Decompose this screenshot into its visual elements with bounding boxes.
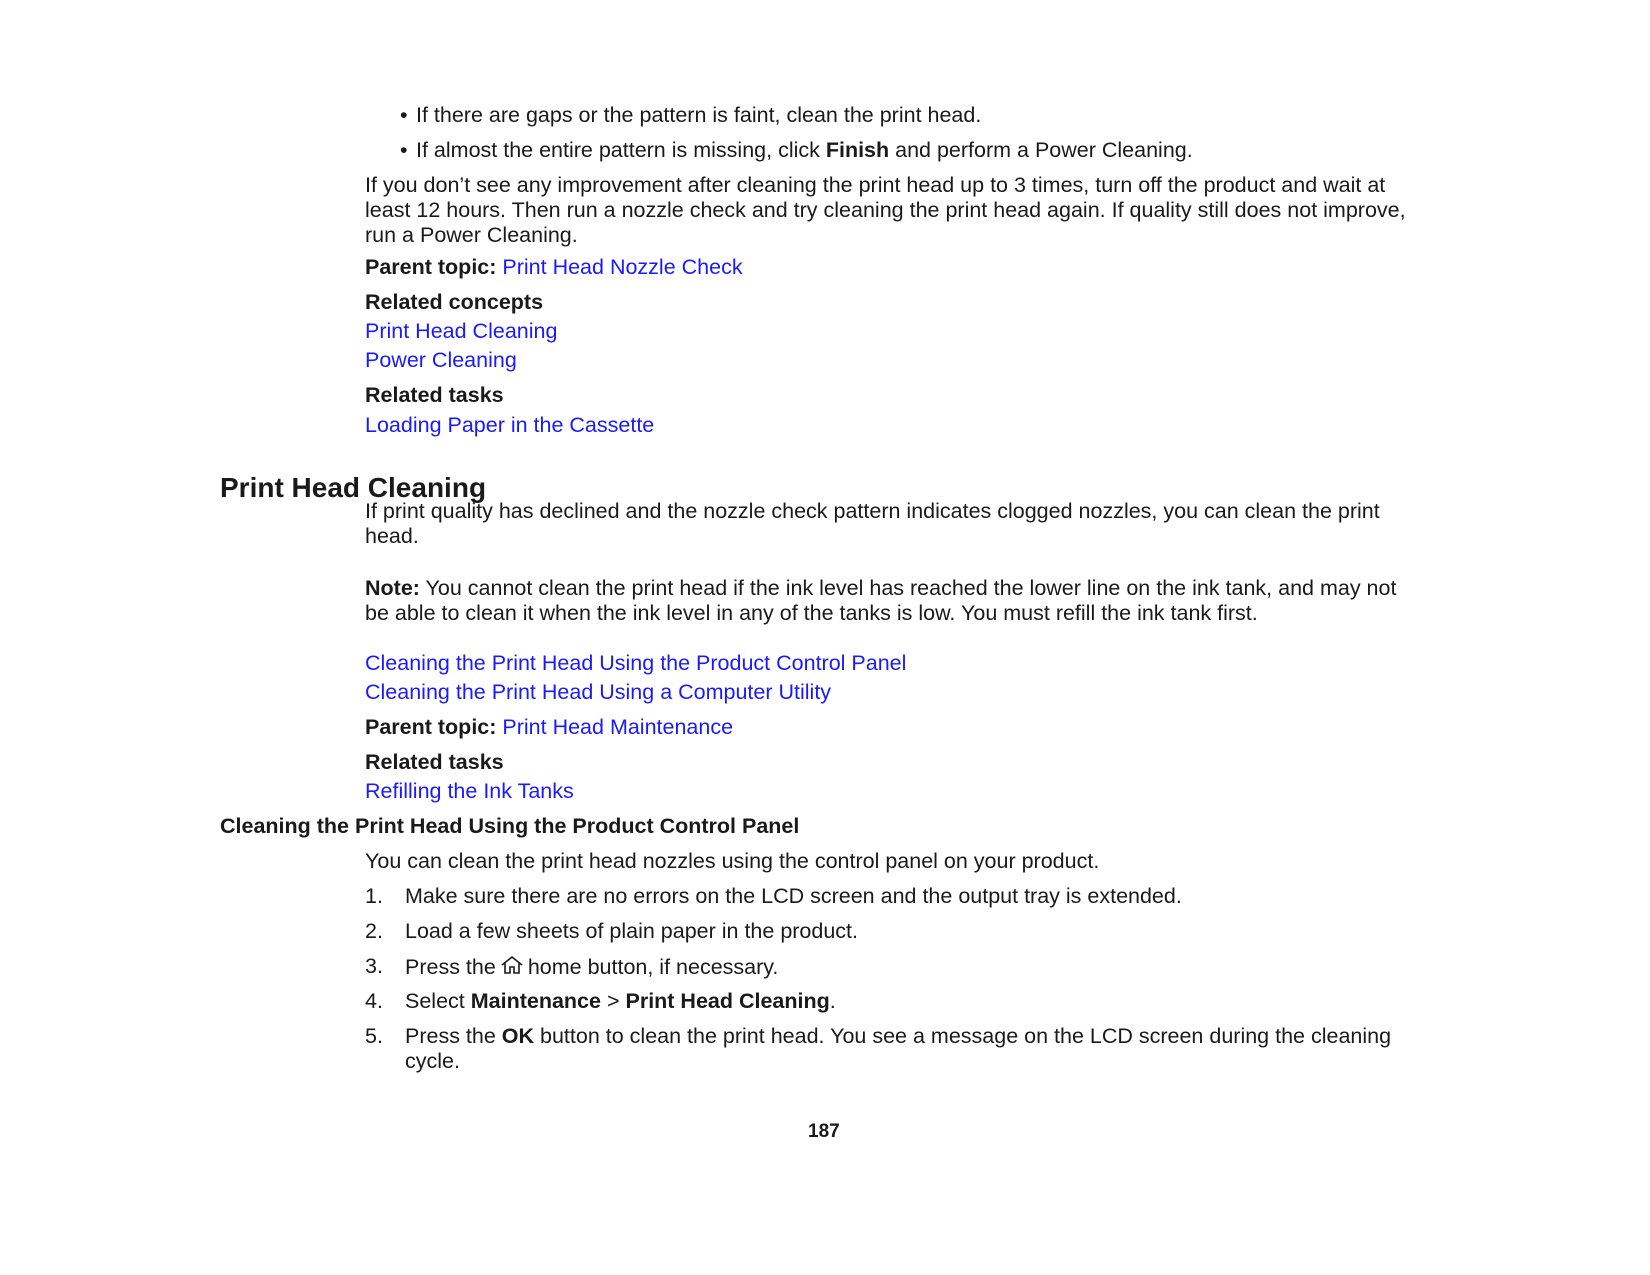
related-concepts-heading: Related concepts (365, 290, 544, 314)
parent-topic (365, 715, 733, 740)
ok-label: OK (501, 1024, 535, 1048)
related-concept-link[interactable]: Power Cleaning (365, 348, 517, 372)
page-number: 187 (808, 1121, 840, 1142)
step-item (365, 954, 1415, 982)
step-number: 4. (365, 989, 383, 1013)
bullet-marker: • (400, 103, 408, 127)
step-text-pre: Press the (405, 955, 496, 979)
parent-topic-link[interactable]: Print Head Maintenance (502, 715, 734, 739)
bullet-text-pre: If almost the entire pattern is missing, click (416, 138, 826, 162)
subtopic-link[interactable]: Cleaning the Print Head Using the Product Control Panel (365, 651, 907, 675)
parent-topic-label: Parent topic: (365, 715, 497, 739)
bullet-text-post: and perform a Power Cleaning. (889, 138, 1193, 162)
step-number: 5. (365, 1024, 383, 1048)
bullet-text: If there are gaps or the pattern is faint, clean the print head. (416, 103, 982, 127)
section-intro: If print quality has declined and the nozzle check pattern indicates clogged nozzles, you can clean the print head. (365, 499, 1380, 548)
step-text-post: button to clean the print head. You see a message on the LCD screen during the cleaning cycle. (405, 1024, 1392, 1073)
parent-topic-label: Parent topic: (365, 255, 497, 279)
improvement-paragraph: If you don’t see any improvement after cleaning the print head up to 3 times, turn off the product and wait at least 12 hours. Then run a nozzle check and try cleaning the print head again. If quality still does not improve, run a Power Cleaning. (365, 173, 1406, 247)
step-text-pre: Select (405, 989, 471, 1013)
related-tasks-heading: Related tasks (365, 750, 504, 774)
subsection-title: Cleaning the Print Head Using the Product Control Panel (220, 814, 800, 838)
related-task-link[interactable]: Refilling the Ink Tanks (365, 779, 574, 803)
print-head-cleaning-label: Print Head Cleaning (625, 989, 830, 1013)
subtopic-link[interactable]: Cleaning the Print Head Using a Computer Utility (365, 680, 832, 704)
parent-topic (365, 255, 743, 280)
step-text (405, 955, 778, 979)
bullet-text (416, 138, 1193, 162)
step-item (365, 1024, 1415, 1074)
step-text (405, 1024, 1405, 1074)
step-separator: > (600, 989, 626, 1013)
note-text: You cannot clean the print head if the ink level has reached the lower line on the ink tank, and may not be able to clean it when the ink level in any of the tanks is low. You must refill the ink tank first. (365, 576, 1397, 625)
step-number: 2. (365, 919, 383, 943)
parent-topic-link[interactable]: Print Head Nozzle Check (502, 255, 743, 279)
step-text: Load a few sheets of plain paper in the product. (405, 919, 859, 943)
subsection-intro: You can clean the print head nozzles using the control panel on your product. (365, 849, 1100, 873)
step-item (365, 919, 1415, 944)
related-task-link[interactable]: Loading Paper in the Cassette (365, 413, 655, 437)
home-icon (499, 954, 525, 982)
step-text: Make sure there are no errors on the LCD screen and the output tray is extended. (405, 884, 1182, 908)
section-title: Print Head Cleaning (220, 472, 487, 503)
bullet-item (400, 138, 1400, 163)
finish-label: Finish (825, 138, 890, 162)
step-text-post: home button, if necessary. (527, 955, 779, 979)
bullet-item (400, 103, 1400, 128)
related-tasks-heading: Related tasks (365, 383, 504, 407)
note-paragraph (365, 576, 1410, 626)
step-item (365, 989, 1415, 1014)
bullet-marker: • (400, 138, 408, 162)
step-number: 3. (365, 954, 383, 978)
step-number: 1. (365, 884, 383, 908)
note-label: Note: (365, 576, 420, 600)
step-text-pre: Press the (405, 1024, 502, 1048)
step-text-post: . (829, 989, 836, 1013)
step-item (365, 884, 1415, 909)
step-text (405, 989, 836, 1013)
related-concept-link[interactable]: Print Head Cleaning (365, 319, 558, 343)
maintenance-label: Maintenance (470, 989, 601, 1013)
